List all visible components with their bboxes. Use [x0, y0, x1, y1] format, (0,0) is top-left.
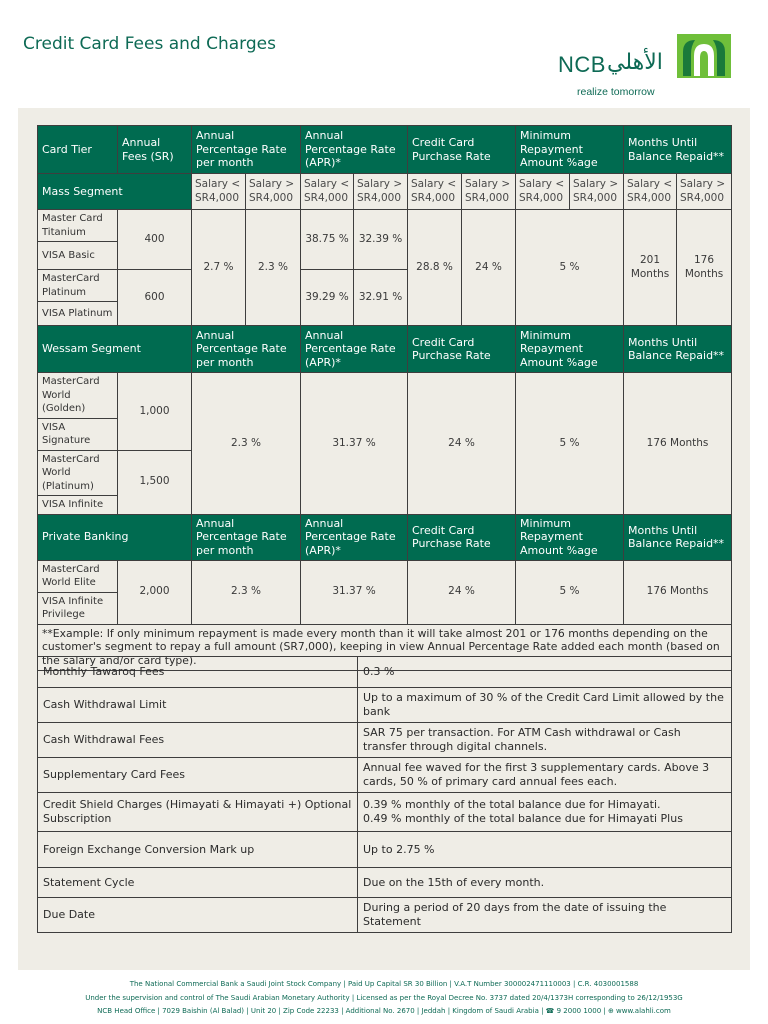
charge-value: 0.3 %: [358, 657, 732, 688]
col-apr: Annual Percentage Rate (APR)*: [301, 514, 408, 560]
months-value: 201 Months: [624, 210, 677, 326]
col-apr-month: Annual Percentage Rate per month: [192, 514, 301, 560]
col-purchase-rate: Credit Card Purchase Rate: [408, 126, 516, 174]
table-row: [38, 868, 732, 898]
footer-line: Under the supervision and control of The Saudi Arabian Monetary Authority | Licensed as per the Royal Decree No. 3737 dated 20/4/1373H corresponding to 26/12/1953G: [85, 993, 683, 1002]
table-row: [38, 832, 732, 868]
col-months-repaid: Months Until Balance Repaid**: [624, 326, 732, 373]
wessam-segment-label: Wessam Segment: [38, 326, 192, 373]
logo-tagline: realize tomorrow: [577, 86, 655, 98]
col-apr: Annual Percentage Rate (APR)*: [301, 126, 408, 174]
footer: [0, 978, 768, 1019]
card-name: Master Card Titanium: [38, 210, 118, 242]
charge-label: Statement Cycle: [38, 868, 358, 898]
ncb-logo: [555, 32, 735, 102]
logo-ncb-text: NCB: [558, 52, 606, 77]
card-name: VISA Platinum: [38, 302, 118, 326]
table-row: [38, 688, 732, 723]
page-title: Credit Card Fees and Charges: [23, 34, 276, 54]
charge-value: Up to 2.75 %: [358, 832, 732, 868]
table-header-row: [38, 126, 732, 174]
charge-value: SAR 75 per transaction. For ATM Cash withdrawal or Cash transfer through digital channels.: [358, 723, 732, 758]
annual-fee: 1,500: [118, 450, 192, 514]
col-purchase-rate: Credit Card Purchase Rate: [408, 514, 516, 560]
apr-month-value: 2.7 %: [192, 210, 246, 326]
table-row: [38, 793, 732, 832]
card-name: VISA Signature: [38, 418, 118, 450]
col-apr: Annual Percentage Rate (APR)*: [301, 326, 408, 373]
col-months-repaid: Months Until Balance Repaid**: [624, 514, 732, 560]
col-min-repayment: Minimum Repayment Amount %age: [516, 514, 624, 560]
salary-gt: Salary > SR4,000: [246, 174, 301, 210]
card-name: VISA Infinite Privilege: [38, 592, 118, 624]
col-apr-month: Annual Percentage Rate per month: [192, 326, 301, 373]
charge-value: During a period of 20 days from the date of issuing the Statement: [358, 898, 732, 933]
col-purchase-rate: Credit Card Purchase Rate: [408, 326, 516, 373]
mass-segment-row: [38, 174, 732, 210]
min-repayment-value: 5 %: [516, 560, 624, 624]
col-card-tier: Card Tier: [38, 126, 118, 174]
col-months-repaid: Months Until Balance Repaid**: [624, 126, 732, 174]
footer-line: NCB Head Office | 7029 Baishin (Al Balad) | Unit 20 | Zip Code 22233 | Additional No. 2670 | Jeddah | Kingdom of Saudi Arabia | ☎ 9 2000 1000 | ⊕ www.alahli.com: [97, 1007, 671, 1015]
logo-arabic-text: الأهلي: [607, 50, 663, 75]
months-value: 176 Months: [677, 210, 732, 326]
salary-gt: Salary > SR4,000: [570, 174, 624, 210]
charge-label: Cash Withdrawal Limit: [38, 688, 358, 723]
col-annual-fees: Annual Fees (SR): [118, 126, 192, 174]
card-name: VISA Infinite: [38, 496, 118, 515]
salary-lt: Salary < SR4,000: [408, 174, 462, 210]
card-name: MasterCard World Elite: [38, 560, 118, 592]
salary-lt: Salary < SR4,000: [624, 174, 677, 210]
purchase-rate-value: 24 %: [408, 560, 516, 624]
card-fees-table: [37, 125, 732, 671]
annual-fee: 400: [118, 210, 192, 270]
private-segment-row: [38, 514, 732, 560]
card-name: MasterCard World (Platinum): [38, 450, 118, 496]
charge-value: Due on the 15th of every month.: [358, 868, 732, 898]
mass-segment-label: Mass Segment: [38, 174, 192, 210]
col-min-repayment: Minimum Repayment Amount %age: [516, 126, 624, 174]
purchase-rate-value: 24 %: [462, 210, 516, 326]
salary-lt: Salary < SR4,000: [301, 174, 354, 210]
annual-fee: 2,000: [118, 560, 192, 624]
card-name: MasterCard Platinum: [38, 270, 118, 302]
months-value: 176 Months: [624, 373, 732, 515]
table-row: [38, 758, 732, 793]
apr-value: 32.91 %: [354, 270, 408, 326]
months-value: 176 Months: [624, 560, 732, 624]
annual-fee: 1,000: [118, 373, 192, 451]
charge-label: Foreign Exchange Conversion Mark up: [38, 832, 358, 868]
min-repayment-value: 5 %: [516, 210, 624, 326]
annual-fee: 600: [118, 270, 192, 326]
charge-value: Up to a maximum of 30 % of the Credit Card Limit allowed by the bank: [358, 688, 732, 723]
ncb-arch-icon: [677, 32, 731, 78]
col-min-repayment: Minimum Repayment Amount %age: [516, 326, 624, 373]
charge-label: Monthly Tawaroq Fees: [38, 657, 358, 688]
apr-month-value: 2.3 %: [246, 210, 301, 326]
charge-label: Due Date: [38, 898, 358, 933]
apr-value: 31.37 %: [301, 373, 408, 515]
min-repayment-value: 5 %: [516, 373, 624, 515]
wessam-segment-row: [38, 326, 732, 373]
charge-label: Credit Shield Charges (Himayati & Himayati +) Optional Subscription: [38, 793, 358, 832]
salary-gt: Salary > SR4,000: [462, 174, 516, 210]
charge-value: Annual fee waved for the first 3 supplementary cards. Above 3 cards, 50 % of primary card annual fees each.: [358, 758, 732, 793]
purchase-rate-value: 24 %: [408, 373, 516, 515]
card-name: MasterCard World (Golden): [38, 373, 118, 419]
charge-label: Supplementary Card Fees: [38, 758, 358, 793]
salary-gt: Salary > SR4,000: [354, 174, 408, 210]
example-note: **Example: If only minimum repayment is made every month than it will take almost 201 or 176 months depending on the customer's segment to repay a full amount (SR7,000), keeping in view Annual Percentage Rate added each month (based on the salary and/or card type).: [38, 624, 732, 670]
private-segment-label: Private Banking: [38, 514, 192, 560]
purchase-rate-value: 28.8 %: [408, 210, 462, 326]
charges-table: [37, 656, 732, 933]
charge-label: Cash Withdrawal Fees: [38, 723, 358, 758]
col-apr-month: Annual Percentage Rate per month: [192, 126, 301, 174]
salary-lt: Salary < SR4,000: [192, 174, 246, 210]
apr-value: 32.39 %: [354, 210, 408, 270]
table-row: [38, 898, 732, 933]
apr-month-value: 2.3 %: [192, 560, 301, 624]
charge-value: 0.39 % monthly of the total balance due for Himayati. 0.49 % monthly of the total balance due for Himayati Plus: [358, 793, 732, 832]
table-row: [38, 657, 732, 688]
apr-month-value: 2.3 %: [192, 373, 301, 515]
card-name: VISA Basic: [38, 242, 118, 270]
table-row: [38, 373, 732, 419]
table-row: [38, 560, 732, 592]
apr-value: 31.37 %: [301, 560, 408, 624]
salary-lt: Salary < SR4,000: [516, 174, 570, 210]
footer-line: The National Commercial Bank a Saudi Joint Stock Company | Paid Up Capital SR 30 Billion | V.A.T Number 300002471110003 | C.R. 4030001588: [129, 980, 639, 988]
apr-value: 38.75 %: [301, 210, 354, 270]
salary-gt: Salary > SR4,000: [677, 174, 732, 210]
table-row: [38, 210, 732, 242]
table-row: [38, 723, 732, 758]
apr-value: 39.29 %: [301, 270, 354, 326]
